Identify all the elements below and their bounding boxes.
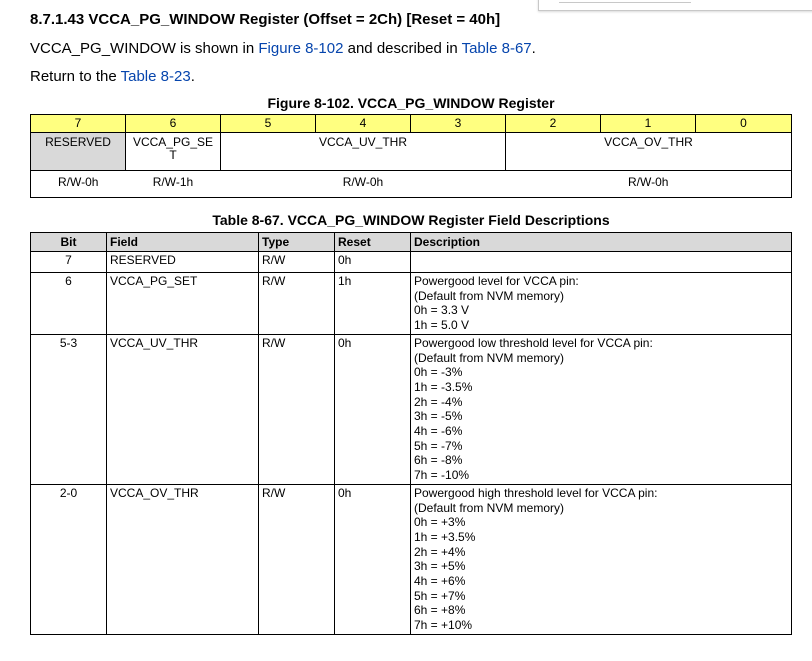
cell-bit: 6 <box>31 273 107 335</box>
cell-type: R/W <box>259 273 335 335</box>
description-line: 2h = +4% <box>414 544 466 559</box>
register-figure <box>30 114 792 198</box>
field-cell-uv-thr: VCCA_UV_THR <box>221 133 506 171</box>
description-line: 2h = -4% <box>414 394 463 409</box>
field-label: VCCA_PG_SE T <box>132 135 214 162</box>
search-input[interactable] <box>538 0 812 11</box>
table-row <box>31 252 792 273</box>
cell-description <box>411 484 792 634</box>
cell-description <box>411 273 792 335</box>
description-line: 0h = -3% <box>414 365 463 380</box>
description-line: 1h = +3.5% <box>414 529 476 544</box>
cell-type: R/W <box>259 252 335 273</box>
header-type: Type <box>259 233 335 252</box>
cell-description <box>411 334 792 484</box>
cell-bit: 7 <box>31 252 107 273</box>
cell-reset: 1h <box>335 273 411 335</box>
cell-type: R/W <box>259 334 335 484</box>
return-paragraph <box>30 68 195 85</box>
description-line: 5h = +7% <box>414 588 466 603</box>
description-line: 6h = -8% <box>414 453 463 468</box>
description-line: 4h = -6% <box>414 424 463 439</box>
table-row <box>31 273 792 335</box>
description-line: 1h = 5.0 V <box>414 318 470 333</box>
bit-cell: 6 <box>126 115 221 133</box>
bit-cell: 0 <box>696 115 792 133</box>
bit-cell: 5 <box>221 115 316 133</box>
header-reset: Reset <box>335 233 411 252</box>
cell-bit: 5-3 <box>31 334 107 484</box>
description-line: Powergood high threshold level for VCCA pin: <box>414 485 658 500</box>
description-line: 7h = +10% <box>414 618 473 633</box>
bit-cell: 1 <box>601 115 696 133</box>
header-field: Field <box>107 233 259 252</box>
access-cell: R/W-0h <box>31 171 126 198</box>
intro-text: VCCA_PG_WINDOW is shown in <box>30 40 259 57</box>
return-table-link[interactable]: Table 8-23 <box>120 68 191 85</box>
description-line: 1h = -3.5% <box>414 379 473 394</box>
bit-cell: 4 <box>316 115 411 133</box>
return-text: Return to the <box>30 68 121 85</box>
cell-reset: 0h <box>335 252 411 273</box>
description-line: (Default from NVM memory) <box>414 288 565 303</box>
field-descriptions-table <box>30 232 792 635</box>
access-cell: R/W-1h <box>126 171 221 198</box>
return-text: . <box>190 68 195 85</box>
description-line: 0h = 3.3 V <box>414 303 470 318</box>
cell-reset: 0h <box>335 484 411 634</box>
cell-field: RESERVED <box>107 252 259 273</box>
bit-cell: 2 <box>506 115 601 133</box>
table-link[interactable]: Table 8-67 <box>461 40 532 57</box>
intro-text: and described in <box>343 40 462 57</box>
field-cell-ov-thr: VCCA_OV_THR <box>506 133 792 171</box>
field-cell-reserved: RESERVED <box>31 133 126 171</box>
description-line: 3h = +5% <box>414 559 466 574</box>
cell-type: R/W <box>259 484 335 634</box>
cell-bit: 2-0 <box>31 484 107 634</box>
table-row <box>31 484 792 634</box>
cell-description <box>411 252 792 273</box>
description-line: 6h = +8% <box>414 603 466 618</box>
description-line: 7h = -10% <box>414 468 470 483</box>
description-line: (Default from NVM memory) <box>414 500 565 515</box>
description-line: (Default from NVM memory) <box>414 350 565 365</box>
figure-link[interactable]: Figure 8-102 <box>258 40 344 57</box>
description-line: 0h = +3% <box>414 515 466 530</box>
cell-field: VCCA_PG_SET <box>107 273 259 335</box>
figure-caption: Figure 8-102. VCCA_PG_WINDOW Register <box>267 95 555 111</box>
access-cell: R/W-0h <box>506 171 792 198</box>
description-line: Powergood low threshold level for VCCA pin: <box>414 335 653 350</box>
intro-paragraph <box>30 40 536 57</box>
intro-text: . <box>531 40 536 57</box>
table-caption: Table 8-67. VCCA_PG_WINDOW Register Field Descriptions <box>212 212 610 228</box>
header-description: Description <box>411 233 792 252</box>
description-line: 4h = +6% <box>414 574 466 589</box>
table-row <box>31 334 792 484</box>
bit-cell: 3 <box>411 115 506 133</box>
cell-field: VCCA_OV_THR <box>107 484 259 634</box>
description-line: Powergood level for VCCA pin: <box>414 274 579 288</box>
bit-cell: 7 <box>31 115 126 133</box>
header-bit: Bit <box>31 233 107 252</box>
access-cell: R/W-0h <box>221 171 506 198</box>
description-line: 5h = -7% <box>414 438 463 453</box>
field-cell-pg-set <box>126 133 221 171</box>
cell-reset: 0h <box>335 334 411 484</box>
cell-field: VCCA_UV_THR <box>107 334 259 484</box>
description-line: 3h = -5% <box>414 409 463 424</box>
section-heading: 8.7.1.43 VCCA_PG_WINDOW Register (Offset = 2Ch) [Reset = 40h] <box>30 11 501 28</box>
